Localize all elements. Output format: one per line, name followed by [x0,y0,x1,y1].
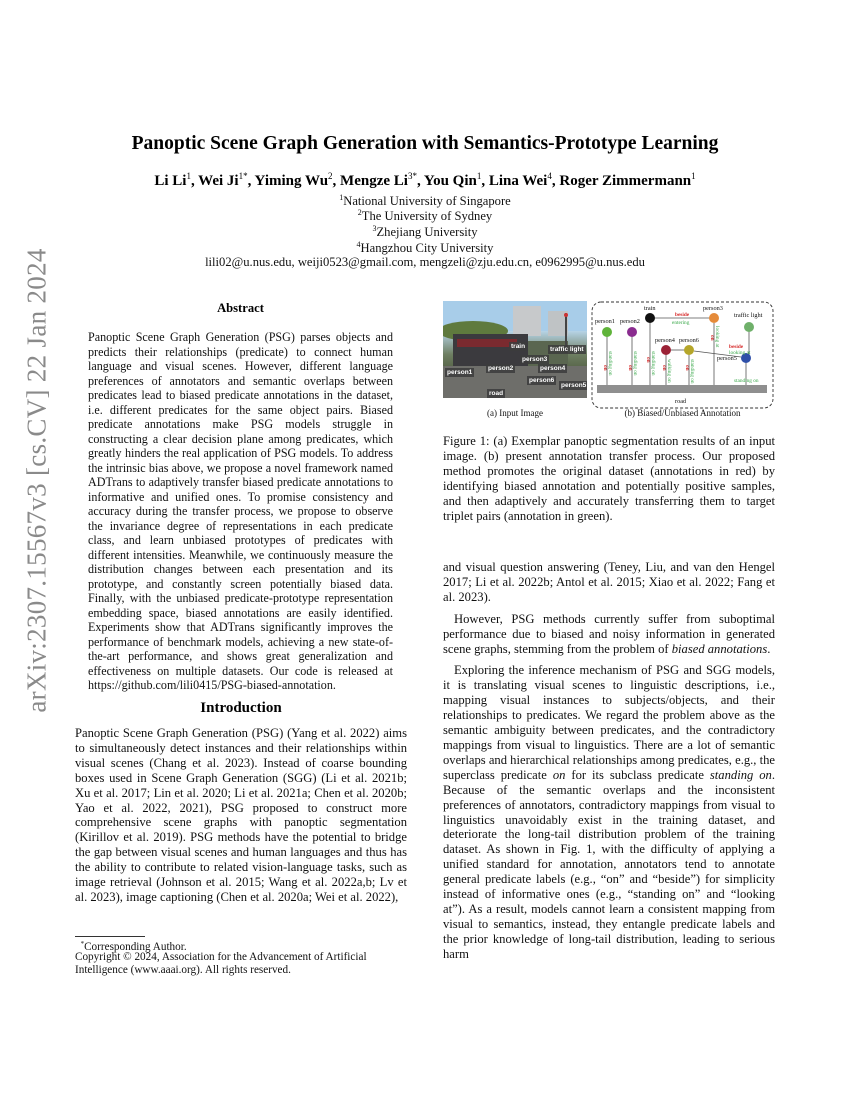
node-person4 [661,345,671,355]
graph-label-train: train [644,305,656,312]
abstract-section [88,301,393,693]
green-edge-3: standing on [650,351,656,376]
graph-label-person4: person4 [655,337,675,344]
photo-label-person6: person6 [529,377,555,384]
green-edge-7: entering [672,320,690,326]
red-edge-2: on [627,365,633,371]
footnote-divider [75,936,145,937]
author-name: Wei Ji [198,173,239,189]
red-edge-4: on [661,365,667,371]
graph-label-traffic-light: traffic light [734,312,763,319]
green-edge-1: standing on [607,351,613,376]
red-edge-3: on [645,357,651,363]
node-traffic-light [744,322,754,332]
figure-subcaption-b: (b) Biased/Unbiased Annotation [624,408,741,418]
figure-caption: Figure 1: (a) Exemplar panoptic segmentation results of an input image. (b) present annotation transfer process. Our proposed method promotes the original dataset (annotations in red) by identifying biased annotation and potentially positive samples, and then adaptively and accurately transferring them to target triplet pairs (annotation in green). [443,434,775,523]
figure-subcaption-a: (a) Input Image [487,408,543,418]
graph-label-person3: person3 [703,305,723,312]
introduction-heading: Introduction [200,700,282,716]
graph-label-road: road [675,398,687,405]
photo-label-traffic-light: traffic light [550,346,584,353]
author-affiliation-mark: 1* [238,171,248,181]
affiliation-4: $^4$Hangzhou City University [356,240,494,255]
paragraph-continued: and visual question answering (Teney, Liu, and van den Hengel 2017; Li et al. 2022b; Antol et al. 2015; Xiao et al. 2022; Fang et al. 2023). [443,560,775,604]
red-edge-8: on [709,335,715,341]
figure-input-image [443,301,587,398]
red-edge-7: beside [729,344,744,350]
green-edge-5: walking on [666,359,672,383]
green-edge-6: standing on [689,359,695,384]
author-name: Yiming Wu [254,173,329,189]
affiliation-1: $^1$National University of Singapore [339,193,511,208]
author-affiliation-mark: 2 [328,171,333,181]
photo-label-person4: person4 [540,365,566,372]
introduction-section [75,700,407,905]
footnote-corresponding: *Corresponding Author. [80,940,187,953]
introduction-paragraph-1: Panoptic Scene Graph Generation (PSG) (Yang et al. 2022) aims to simultaneously detect instances and their relationships within visual scenes (Chang et al. 2023). Instead of coarse bounding boxes used in Scene Graph Generation (SGG) (Li et al. 2021b; Xu et al. 2017; Lin et al. 2020; Li et al. 2021a; Chen et al. 2020b; Yao et al. 2022, 2021), PSG proposed to construct more comprehensive scene graphs with panoptic segmentation (Kirillov et al. 2019). PSG methods have the potential to bridge the gap between visual scenes and human languages and thus has the ability to contribute to related vision-language tasks, such as image retrieval (Johnson et al. 2015; Wang et al. 2022a,b; Lv et al. 2023), image captioning (Chen et al. 2020a; Wei et al. 2022), [75,726,407,904]
green-edge-4: looking at [714,326,720,348]
author-affiliation-mark: 1 [186,171,191,181]
green-edge-2: standing on [632,351,638,376]
paragraph-inference-mechanism: Exploring the inference mechanism of PSG and SGG models, it is translating visual scenes to linguistic descriptions, i.e., mapping visual instances to subjects/objects, and their relationships to predicates. We regard the problem above as the semantic ambiguity between predicates, and the contradictory mappings from visual to linguistics. There are a lot of semantic overlaps and hierarchical relationships among predicates, e.g., the superclass predicate on for its subclass predicate standing on. Because of the semantic overlaps and the inconsistent preferences of annotators, contradictory mappings from visual to linguistics unavoidably exist in the training dataset, and deteriorate the long-tail distribution problem of the training dataset. As shown in Fig. 1, with the difficulty of applying a unified standard for annotation, annotators tend to annotate general predicate labels (e.g., “on” and “beside”) for simplicity instead of informative ones (e.g., “standing on” and “looking at”). As a result, models cannot learn a consistent mapping from visual to semantics, instead, they entangle predicate labels and the prior knowledge of long-tail distribution, leading to serious harm [443,663,775,961]
affiliation-3: $^3$Zhejiang University [372,224,478,239]
red-edge-6: beside [675,312,690,318]
green-edge-9: standing on [734,378,759,384]
red-edge-5: on [684,365,690,371]
green-edge-8: looking at [729,350,751,356]
red-edge-1: on [602,365,608,371]
graph-label-person1: person1 [595,318,615,325]
photo-label-person5: person5 [561,382,587,389]
photo-label-person1: person1 [447,369,473,376]
author-affiliation-mark: 1 [691,171,696,181]
abstract-body: Panoptic Scene Graph Generation (PSG) parses objects and predicts their relationships (predicate) to connect human language and visual scenes. However, different language preferences of annotators and semantic overlaps between predicates lead to biased predicate annotations in the dataset, i.e. different predicates for the same object pairs. Biased predicate annotations make PSG models struggle in constructing a clear decision plane among predicates, which greatly hinders the real application of PSG models. To address the intrinsic bias above, we propose a novel framework named ADTrans to adaptively transfer biased predicate annotations to informative and unified ones. To promise consistency and accuracy during the transfer process, we propose to observe the invariance degree of representations in each predicate class, and learn unbiased prototypes of predicates with different intensities. Meanwhile, we continuously measure the distribution changes between each presentation and its prototype, and constantly screen potentially biased data. Finally, with the unbiased predicate-prototype representation embedding space, biased annotations are easily identified. Experiments show that ADTrans significantly improves the performance of benchmark models, achieving a new state-of-the-art performance, and shows great generalization and effectiveness on multiple datasets. Our code is released at https://github.com/lili0415/PSG-biased-annotation. [88,330,393,692]
photo-label-person2: person2 [488,365,514,372]
abstract-heading: Abstract [217,301,264,315]
graph-label-person5: person5 [717,355,737,362]
author-affiliation-mark: 3* [407,171,417,181]
node-person2 [627,327,637,337]
affiliation-2: $^2$The University of Sydney [357,208,493,223]
graph-label-person2: person2 [620,318,640,325]
author-name: Li Li [154,173,187,189]
author-name: Mengze Li [340,173,408,189]
author-name: Lina Wei [488,173,548,189]
photo-label-train: train [511,343,526,350]
paper-title: Panoptic Scene Graph Generation with Semantics-Prototype Learning [131,133,719,154]
node-person1 [602,327,612,337]
author-name: You Qin [423,173,477,189]
footnote-copyright: Copyright © 2024, Association for the Advancement of Artificial Intelligence (www.aaai.org). All rights reserved. [75,951,367,977]
author-list: Li Li$^1$, Wei $Ji^{1*}$, Yiming Wu$^2$, Mengze $Li^{3*}$, You Qin$^1$, Lina Wei$^4$, Roger Zimmermann$^1$ [154,171,696,189]
author-emails: lili02@u.nus.edu, weiji0523@gmail.com, mengzeli@zju.edu.cn, e0962995@u.nus.edu [205,255,645,269]
paragraph-biased-annotations: However, PSG methods currently suffer from suboptimal performance due to biased and noisy information in generated scene graphs, stemming from the problem of biased annotations. [443,611,775,656]
photo-label-person3: person3 [522,356,548,363]
node-person3 [709,313,719,323]
arxiv-id-text: arXiv:2307.15567v3 [cs.CV] 22 Jan 2024 [21,247,52,713]
photo-label-road: road [489,390,504,397]
figure-annotation-graph [591,301,774,409]
author-affiliation-mark: 4 [547,171,552,181]
node-train [645,313,655,323]
node-person6 [684,345,694,355]
graph-label-person6: person6 [679,337,699,344]
author-affiliation-mark: 1 [476,171,482,181]
road-bar [597,385,767,393]
right-column-body [443,560,775,962]
arxiv-identifier [16,247,58,713]
author-name: Roger Zimmermann [559,173,692,189]
introduction-body [75,726,407,905]
